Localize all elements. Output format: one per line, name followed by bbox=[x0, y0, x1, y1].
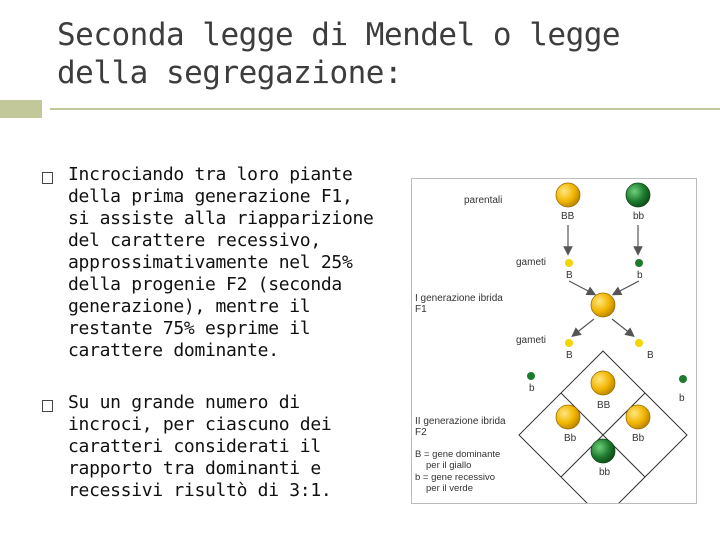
f1-label: F1 bbox=[415, 304, 427, 315]
f2-cell-right-genotype: Bb bbox=[632, 433, 645, 444]
arrow-icon bbox=[612, 319, 631, 334]
gamete-right-letter-2: B bbox=[647, 350, 654, 361]
gamete-left-letter: B bbox=[566, 270, 573, 281]
parentali-label: parentali bbox=[464, 195, 503, 206]
legend-recessive-line2: per il verde bbox=[426, 483, 473, 494]
bullet-item bbox=[42, 392, 382, 502]
f2-label: F2 bbox=[415, 427, 427, 438]
bullet-text: Su un grande numero di incroci, per ciascuno dei caratteri considerati il rapporto tra dominanti e recessivi risultò di 3:1. bbox=[68, 392, 332, 501]
f2-pea-right bbox=[626, 405, 650, 429]
gamete-yellow bbox=[635, 339, 643, 347]
title-divider bbox=[50, 108, 720, 110]
mendel-diagram bbox=[411, 178, 697, 504]
gamete-left-letter-2: B bbox=[566, 350, 573, 361]
square-bullet-icon bbox=[42, 400, 53, 412]
bullet-item bbox=[42, 164, 382, 362]
page-title bbox=[57, 16, 697, 92]
page-title-line-1: Seconda legge di Mendel o legge bbox=[57, 17, 621, 53]
gamete-green bbox=[527, 372, 535, 380]
gamete-yellow bbox=[565, 339, 573, 347]
parent-yellow-pea bbox=[556, 183, 580, 207]
gameti-label: gameti bbox=[516, 257, 547, 268]
f2-cell-top-genotype: BB bbox=[597, 400, 611, 411]
legend-dominant-line1: B = gene dominante bbox=[415, 449, 501, 460]
gamete-green bbox=[679, 375, 687, 383]
parent-right-genotype: bb bbox=[633, 211, 645, 222]
gamete-green bbox=[635, 259, 643, 267]
f2-cell-bottom-genotype: bb bbox=[599, 467, 611, 478]
arrow-icon bbox=[575, 319, 594, 334]
legend-recessive-line1: b = gene recessivo bbox=[415, 472, 496, 483]
decorative-square bbox=[0, 100, 42, 118]
gamete-right-letter: b bbox=[637, 270, 643, 281]
arrow-icon bbox=[569, 281, 592, 293]
arrow-icon bbox=[616, 281, 639, 293]
square-bullet-icon bbox=[42, 172, 53, 184]
bullet-list bbox=[42, 164, 382, 532]
page-title-line-2: della segregazione: bbox=[57, 55, 403, 91]
f2-title: II generazione ibrida bbox=[415, 416, 506, 427]
f2-pea-bottom bbox=[591, 439, 615, 463]
side-right-letter: b bbox=[679, 393, 685, 404]
f2-cell-left-genotype: Bb bbox=[564, 433, 577, 444]
bullet-text: Incrociando tra loro piante della prima generazione F1, si assiste alla riapparizione del carattere recessivo, approssimativamente nel 25% della progenie F2 (seconda generazione), mentre il restante 75% esprime il carattere dominante. bbox=[68, 164, 374, 361]
legend-dominant-line2: per il giallo bbox=[426, 460, 472, 471]
f2-pea-top bbox=[591, 371, 615, 395]
side-left-letter: b bbox=[529, 383, 535, 394]
parent-left-genotype: BB bbox=[561, 211, 575, 222]
f1-yellow-pea bbox=[591, 293, 615, 317]
gamete-yellow bbox=[565, 259, 573, 267]
parent-green-pea bbox=[626, 183, 650, 207]
f2-pea-left bbox=[556, 405, 580, 429]
f1-title: I generazione ibrida bbox=[415, 293, 503, 304]
gameti-label-2: gameti bbox=[516, 335, 547, 346]
